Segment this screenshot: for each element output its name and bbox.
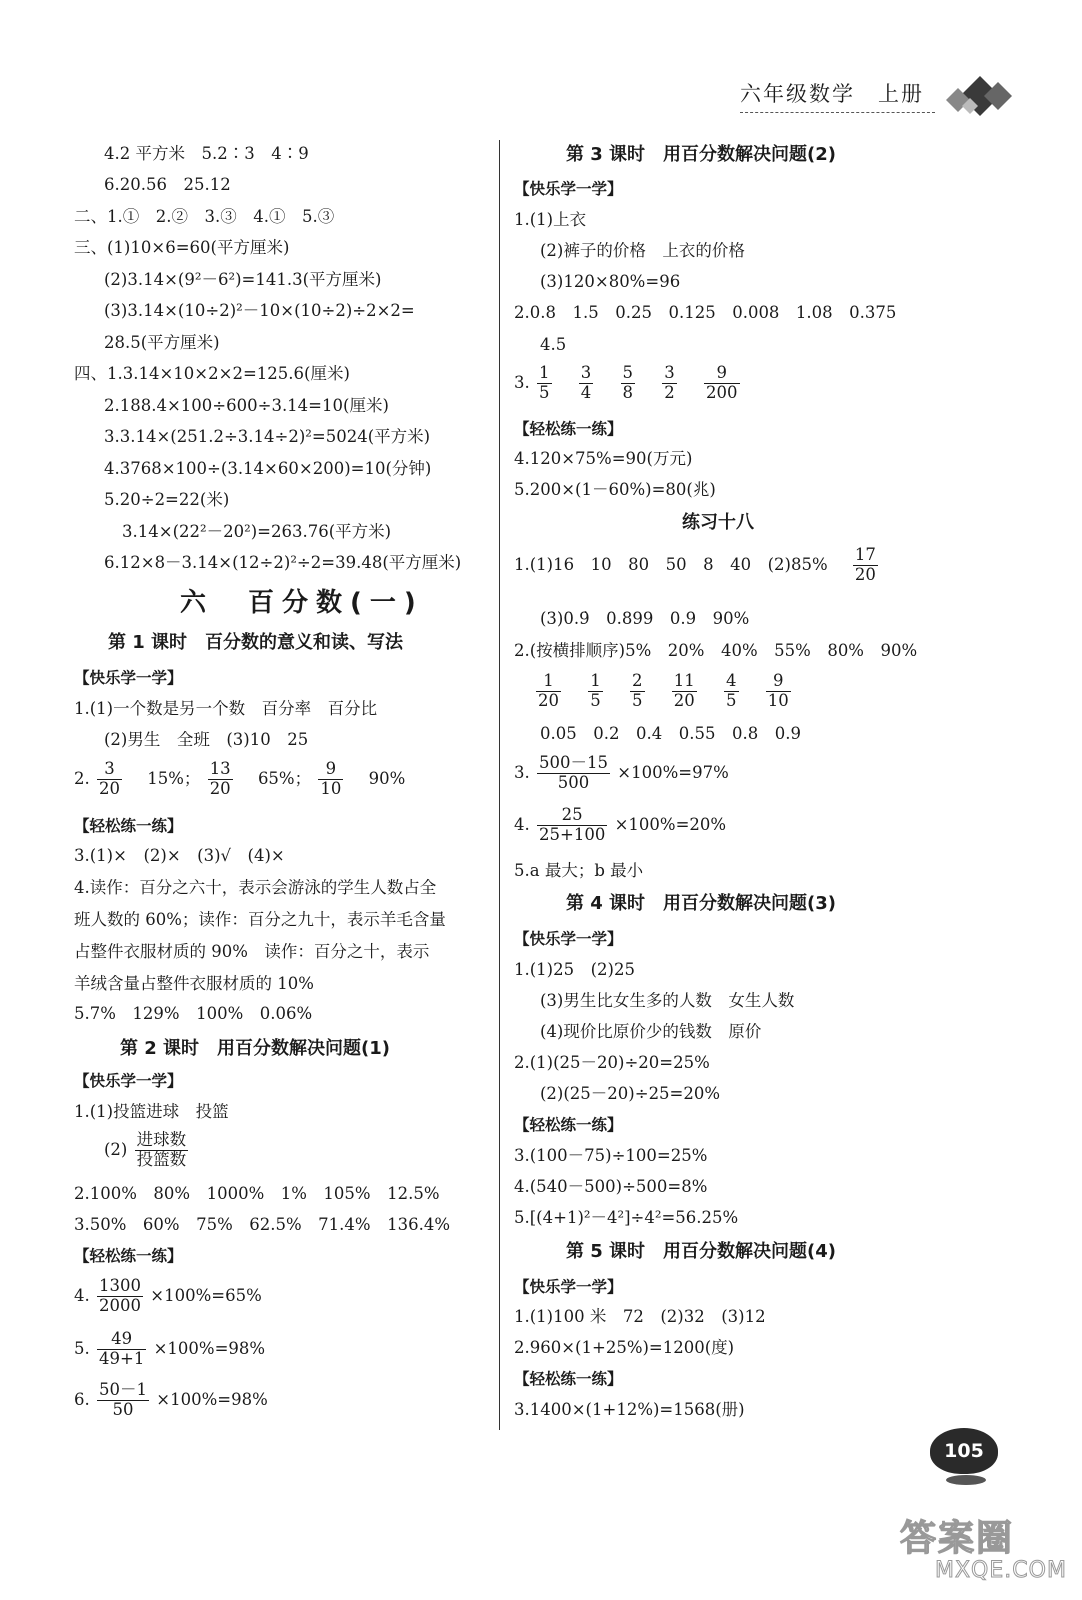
answer-line: (2)3.14×(9²－6²)=141.3(平方厘米) [104, 270, 382, 289]
answer-line: 4.读作：百分之六十，表示会游泳的学生人数占全 [74, 878, 437, 897]
answer-line: 4.5 [540, 335, 567, 354]
answer-line: (3)男生比女生多的人数 女生人数 [540, 991, 795, 1010]
answer-line: 4.3768×100÷(3.14×60×200)=10(分钟) [104, 459, 432, 478]
section-tag: 【快乐学一学】 [514, 179, 623, 198]
answer-line-fractions [534, 672, 793, 711]
answer-line: 2.(1)(25－20)÷20=25% [514, 1053, 710, 1072]
fraction: $\frac{500-15}{500}$ [539, 753, 608, 792]
fraction: $\frac{\text{进球数}}{\text{投篮数}}$ [136, 1130, 187, 1169]
answer-line: 5.[(4+1)²－4²]÷4²=56.25% [514, 1208, 739, 1227]
answer-line: 4.(540－500)÷500=8% [514, 1177, 708, 1196]
answer-line: 4.2 平方米 5.2∶3 4∶9 [104, 144, 309, 163]
section-tag: 【快乐学一学】 [514, 929, 623, 948]
answer-line-fractions: (2) $\frac{\text{进球数}}{\text{投篮数}}$ [104, 1130, 187, 1169]
answer-line-fractions: 3. $\frac{1}{5}$ $\frac{3}{4}$ $\frac{5}{8}$ $\frac{3}{2}$ $\frac{9}{200}$ [514, 363, 738, 402]
answer-line: 二、1.① 2.② 3.③ 4.① 5.③ [74, 207, 335, 226]
section-tag: 【轻松练一练】 [514, 419, 623, 438]
answer-line: 1.(1)上衣 [514, 210, 587, 229]
lesson-title: 第 3 课时 用百分数解决问题(2) [566, 144, 837, 165]
fraction: $\frac{1}{20}$ [538, 671, 559, 710]
answer-line: 28.5(平方厘米) [104, 333, 220, 352]
page-badge-icon [930, 1428, 998, 1474]
answer-line-fractions: 3. $\frac{500-15}{500}$ ×100%=97% [514, 753, 729, 792]
section-tag: 【轻松练一练】 [514, 1369, 623, 1388]
answer-line: 5.a 最大；b 最小 [514, 861, 644, 880]
answer-line: (4)现价比原价少的钱数 原价 [540, 1022, 762, 1041]
answer-line: 3.14×(22²－20²)=263.76(平方米) [122, 522, 392, 541]
answer-line: 3.(1)× (2)× (3)√ (4)× [74, 846, 285, 865]
fraction: $\frac{11}{20}$ [673, 671, 695, 710]
answer-line: (2)男生 全班 (3)10 25 [104, 730, 309, 749]
answer-line: 3.3.14×(251.2÷3.14÷2)²=5024(平方米) [104, 427, 431, 446]
answer-line: 6.12×8－3.14×(12÷2)²÷2=39.48(平方厘米) [104, 553, 462, 572]
answer-line-fractions: 4. $\frac{25}{25+100}$ ×100%=20% [514, 805, 727, 844]
answer-line-fractions: 6. $\frac{50-1}{50}$ ×100%=98% [74, 1380, 268, 1419]
answer-line: (3)120×80%=96 [540, 272, 681, 291]
answer-line: 2.100% 80% 1000% 1% 105% 12.5% [74, 1184, 440, 1203]
diamond-decoration-icon [940, 74, 1020, 124]
section-tag: 【轻松练一练】 [74, 1246, 183, 1265]
answer-line: 1.(1)一个数是另一个数 百分率 百分比 [74, 699, 378, 718]
answer-line: 1.(1)25 (2)25 [514, 960, 635, 979]
answer-line: 1.(1)100 米 72 (2)32 (3)12 [514, 1307, 766, 1326]
answer-line: 5.20÷2=22(米) [104, 490, 230, 509]
fraction: $\frac{5}{8}$ [622, 363, 633, 402]
answer-line: 3.50% 60% 75% 62.5% 71.4% 136.4% [74, 1215, 451, 1234]
fraction: $\frac{1300}{2000}$ [99, 1276, 141, 1315]
lesson-title: 第 5 课时 用百分数解决问题(4) [566, 1241, 837, 1262]
answer-line: (3)0.9̇ 0.899 0.9 90% [540, 609, 750, 628]
fraction: $\frac{4}{5}$ [726, 671, 737, 710]
answer-line: 3.(100－75)÷100=25% [514, 1146, 708, 1165]
section-tag: 【快乐学一学】 [514, 1277, 623, 1296]
fraction: $\frac{2}{5}$ [632, 671, 643, 710]
fraction: $\frac{3}{2}$ [664, 363, 675, 402]
answer-line: (3)3.14×(10÷2)²－10×(10÷2)÷2×2= [104, 301, 415, 320]
section-tag: 【快乐学一学】 [74, 1071, 183, 1090]
answer-line-fractions: 1.(1)16 10 80 50 8 40 (2)85% $\frac{17}{20}$ [514, 545, 876, 584]
exercise-title: 练习十八 [682, 512, 754, 533]
fraction: $\frac{17}{20}$ [854, 545, 876, 584]
watermark-url: MXQE.COM [935, 1558, 1067, 1583]
section-tag: 【轻松练一练】 [514, 1115, 623, 1134]
answer-line-fractions: 4. $\frac{1300}{2000}$ ×100%=65% [74, 1276, 262, 1315]
answer-line: (2)裤子的价格 上衣的价格 [540, 241, 745, 260]
fraction: $\frac{3}{4}$ [580, 363, 592, 402]
answer-line: 四、1.3.14×10×2×2=125.6(厘米) [74, 364, 350, 383]
fraction: $\frac{1}{5}$ [590, 671, 601, 710]
lesson-title: 第 2 课时 用百分数解决问题(1) [120, 1038, 391, 1059]
chapter-title: 六 百分数(一) [180, 588, 424, 618]
header-title: 六年级数学 上册 [740, 82, 924, 106]
answer-line: 2.(按横排顺序)5% 20% 40% 55% 80% 90% [514, 641, 918, 660]
lesson-title: 第 1 课时 百分数的意义和读、写法 [108, 632, 404, 653]
answer-line: 5.7% 129% 100% 0.06% [74, 1004, 313, 1023]
page-number: 105 [938, 1440, 990, 1462]
answer-line: 班人数的 60%；读作：百分之九十，表示羊毛含量 [74, 910, 446, 929]
fraction: $\frac{1}{5}$ [539, 363, 550, 402]
answer-line: 占整件衣服材质的 90% 读作：百分之十，表示 [74, 942, 430, 961]
fraction: $\frac{9}{10}$ [767, 671, 789, 710]
fraction: $\frac{50-1}{50}$ [99, 1380, 147, 1419]
answer-line-fractions: 5. $\frac{49}{49+1}$ ×100%=98% [74, 1329, 266, 1368]
answer-line: 6.20.56 25.12 [104, 175, 231, 194]
fraction: $\frac{9}{10}$ [320, 759, 342, 798]
section-tag: 【快乐学一学】 [74, 668, 183, 687]
fraction: $\frac{3}{20}$ [99, 759, 120, 798]
fraction: $\frac{49}{49+1}$ [99, 1329, 145, 1368]
fraction: $\frac{25}{25+100}$ [539, 805, 606, 844]
answer-line: 5.200×(1－60%)=80(兆) [514, 480, 716, 499]
badge-base-icon [946, 1475, 986, 1485]
answer-line: 4.120×75%=90(万元) [514, 449, 693, 468]
lesson-title: 第 4 课时 用百分数解决问题(3) [566, 893, 837, 914]
answer-line: 1.(1)投篮进球 投篮 [74, 1102, 229, 1121]
answer-line: 2.188.4×100÷600÷3.14=10(厘米) [104, 396, 389, 415]
column-divider [499, 140, 500, 1430]
fraction: $\frac{13}{20}$ [209, 759, 231, 798]
answer-line: 三、(1)10×6=60(平方厘米) [74, 238, 290, 257]
answer-line: 羊绒含量占整件衣服材质的 10% [74, 974, 314, 993]
answer-line: (2)(25－20)÷25=20% [540, 1084, 721, 1103]
header-rule [740, 112, 935, 113]
watermark-logo: 答案圈 [900, 1518, 1015, 1559]
answer-line: 2.0.8 1.5 0.25 0.125 0.008 1.08 0.375 [514, 303, 897, 322]
section-tag: 【轻松练一练】 [74, 816, 183, 835]
answer-line-fractions: 2. $\frac{3}{20}$ 15%； $\frac{13}{20}$ 65%； $\frac{9}{10}$ 90% [74, 759, 406, 798]
fraction: $\frac{9}{200}$ [706, 363, 738, 402]
answer-line: 3.1400×(1+12%)=1568(册) [514, 1400, 745, 1419]
answer-line: 2.960×(1+25%)=1200(度) [514, 1338, 735, 1357]
answer-line: 0.05 0.2 0.4 0.55 0.8 0.9 [540, 724, 801, 743]
